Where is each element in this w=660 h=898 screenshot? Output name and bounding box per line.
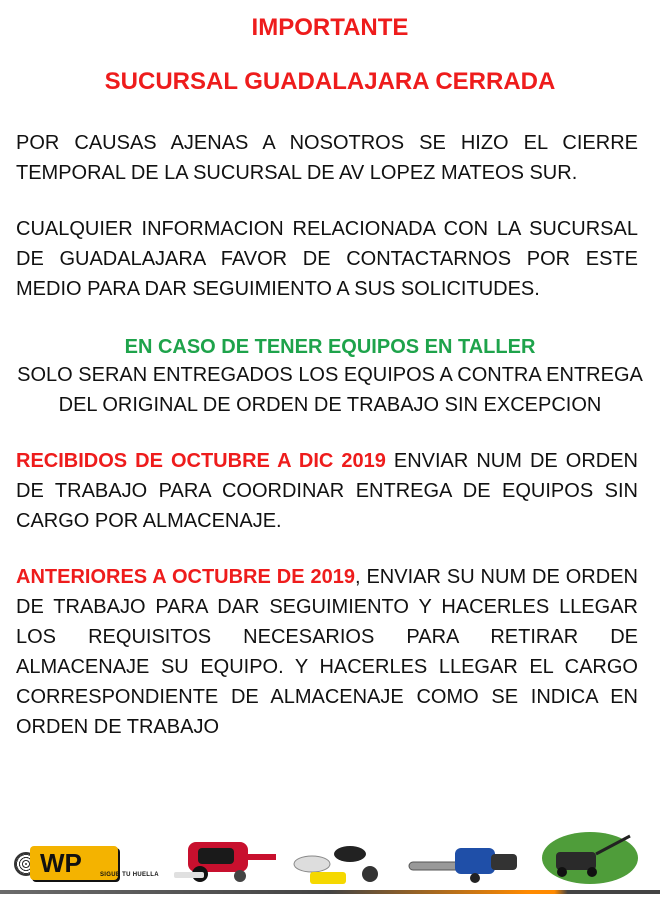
notice-title: IMPORTANTE — [251, 14, 409, 41]
logo-letters: WP — [40, 848, 82, 878]
older-orders-highlight: ANTERIORES A OCTUBRE DE 2019 — [16, 566, 355, 588]
workshop-line-1: SOLO SERAN ENTREGADOS LOS EQUIPOS A CONTRA ENTREGA — [17, 364, 643, 386]
older-orders-paragraph — [16, 562, 638, 742]
notice-subtitle: SUCURSAL GUADALAJARA CERRADA — [104, 68, 556, 95]
brushcutter-icon — [170, 832, 280, 888]
logo-tagline: SIGUE TU HUELLA — [100, 872, 159, 878]
company-logo — [14, 844, 164, 884]
older-orders-text: , ENVIAR SU NUM DE ORDEN DE TRABAJO PARA DAR SEGUIMIENTO Y HACERLES LLEGAR LOS REQUISITOS NECESARIOS PARA RETIRAR DE ALMACENAJE SU EQUIPO. Y HACERLES LLEGAR EL CARGO CORRESPONDIENTE DE ALMACENAJE COMO SE INDICA EN ORDEN DE TRABAJO — [16, 566, 638, 738]
recent-orders-highlight: RECIBIDOS DE OCTUBRE A DIC 2019 — [16, 450, 386, 472]
workshop-heading: EN CASO DE TENER EQUIPOS EN TALLER — [124, 336, 536, 358]
recent-orders-text: ENVIAR NUM DE ORDEN DE TRABAJO PARA COORDINAR ENTREGA DE EQUIPOS SIN CARGO POR ALMACENAJE. — [16, 450, 638, 532]
recent-orders-paragraph — [16, 446, 638, 536]
lawnmower-icon — [540, 830, 640, 886]
chainsaw-icon — [405, 836, 525, 886]
workshop-paragraph — [0, 360, 660, 420]
closure-paragraph: POR CAUSAS AJENAS A NOSOTROS SE HIZO EL CIERRE TEMPORAL DE LA SUCURSAL DE AV LOPEZ MATEOS SUR. — [16, 132, 638, 184]
footer-banner — [0, 826, 660, 898]
trimmer-head-icon — [290, 840, 390, 888]
workshop-line-2: DEL ORIGINAL DE ORDEN DE TRABAJO SIN EXCEPCION — [58, 394, 602, 416]
contact-paragraph: CUALQUIER INFORMACION RELACIONADA CON LA SUCURSAL DE GUADALAJARA FAVOR DE CONTACTARNOS POR ESTE MEDIO PARA DAR SEGUIMIENTO A SUS SOLICITUDES. — [16, 218, 638, 300]
footer-divider — [0, 890, 660, 894]
